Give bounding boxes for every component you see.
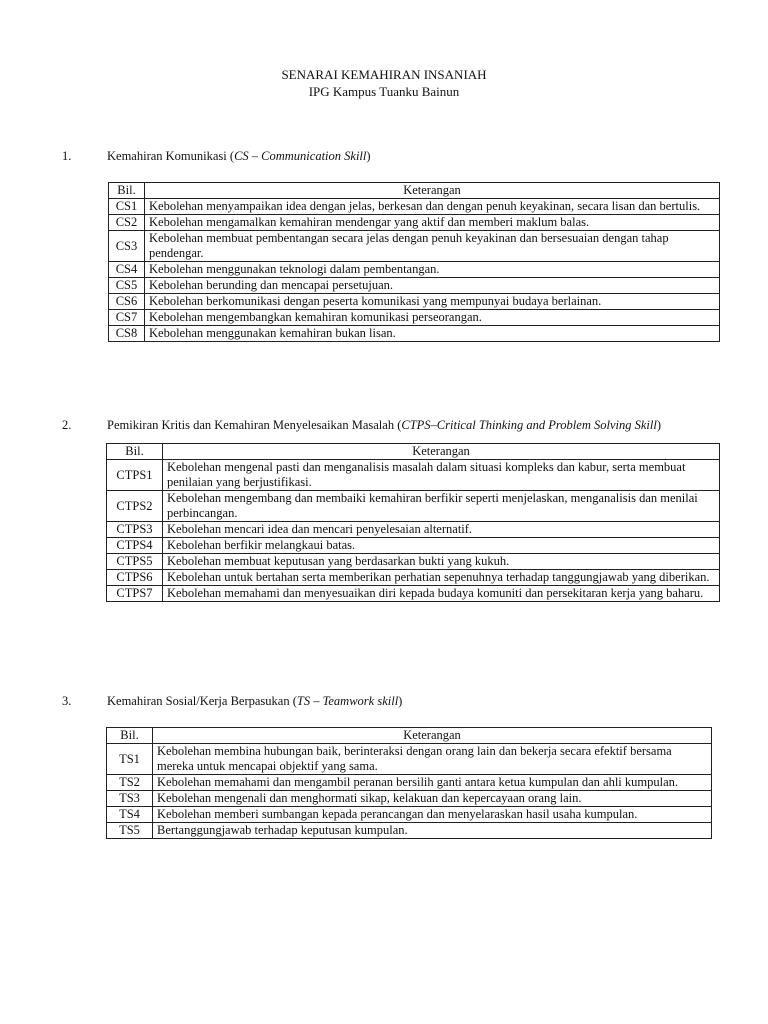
skill-description: Kebolehan membina hubungan baik, berinteraksi dengan orang lain dan bekerja secara efektif bersama mereka untuk mencapai objektif yang sama. [153,744,712,775]
table-row [107,538,720,554]
skill-code: CTPS1 [107,460,163,491]
section-title-plain: Pemikiran Kritis dan Kemahiran Menyelesaikan Masalah ( [107,418,402,432]
column-header-keterangan: Keterangan [145,183,720,199]
skill-description: Kebolehan menyampaikan idea dengan jelas, berkesan dan dengan penuh keyakinan, secara lisan dan bertulis. [145,199,720,215]
section-number: 3. [62,694,72,708]
table-body [109,199,720,342]
skill-code: CS2 [109,215,145,231]
skill-description: Bertanggungjawab terhadap keputusan kumpulan. [153,823,712,839]
skill-description: Kebolehan mencari idea dan mencari penyelesaian alternatif. [163,522,720,538]
table-row [109,326,720,342]
skill-description: Kebolehan berunding dan mencapai persetujuan. [145,278,720,294]
table-row [107,460,720,491]
document-subtitle: IPG Kampus Tuanku Bainun [308,84,460,99]
section-title-plain: Kemahiran Sosial/Kerja Berpasukan ( [107,694,297,708]
skill-code: CTPS5 [107,554,163,570]
skill-description: Kebolehan memberi sumbangan kepada perancangan dan menyelaraskan hasil usaha kumpulan. [153,807,712,823]
table-row [107,807,712,823]
table-row [109,215,720,231]
table-row [107,791,712,807]
skill-code: CTPS4 [107,538,163,554]
column-header-bil: Bil. [109,183,145,199]
skill-code: TS3 [107,791,153,807]
skill-code: CS6 [109,294,145,310]
section-title-italic: –Critical Thinking and Problem Solving Skill [430,418,657,432]
section-title-close: ) [656,418,661,432]
table-row [107,823,712,839]
section-heading-ctps [62,417,742,433]
skill-code: TS5 [107,823,153,839]
skill-description: Kebolehan mengenali dan menghormati sikap, kelakuan dan kepercayaan orang lain. [153,791,712,807]
skill-code: CS5 [109,278,145,294]
column-header-keterangan: Keterangan [163,444,720,460]
column-header-bil: Bil. [107,444,163,460]
skill-code: CS4 [109,262,145,278]
skills-table-ctps [106,443,720,602]
table-row [109,278,720,294]
skill-description: Kebolehan mengenal pasti dan menganalisis masalah dalam situasi kompleks dan kabur, serta membuat penilaian yang berjustifikasi. [163,460,720,491]
skill-code: CS7 [109,310,145,326]
table-row [109,199,720,215]
table-row [109,310,720,326]
table-row [107,491,720,522]
section-title-code: CTPS [401,418,431,432]
skill-description: Kebolehan berkomunikasi dengan peserta komunikasi yang mempunyai budaya berlainan. [145,294,720,310]
skill-code: CTPS6 [107,570,163,586]
table-header-row [107,728,712,744]
table-row [109,231,720,262]
skill-description: Kebolehan membuat keputusan yang berdasarkan bukti yang kukuh. [163,554,720,570]
skill-description: Kebolehan menggunakan teknologi dalam pembentangan. [145,262,720,278]
table-row [107,744,712,775]
section-number: 1. [62,149,72,163]
section-heading-ts [62,693,742,709]
document-header [0,66,768,100]
skill-code: CTPS7 [107,586,163,602]
skill-description: Kebolehan membuat pembentangan secara jelas dengan penuh keyakinan dan bersesuaian dengan tahap pendengar. [145,231,720,262]
table-header-row [107,444,720,460]
section-title-plain: Kemahiran Komunikasi ( [107,149,235,163]
skill-code: TS1 [107,744,153,775]
section-heading-cs [62,148,742,164]
column-header-keterangan: Keterangan [153,728,712,744]
table-body [107,744,712,839]
table-row [107,775,712,791]
section-title-code: TS [296,694,311,708]
table-row [107,586,720,602]
section-title-code: CS [234,149,249,163]
skill-code: TS4 [107,807,153,823]
section-title-close: ) [398,694,403,708]
skill-description: Kebolehan menggunakan kemahiran bukan lisan. [145,326,720,342]
skill-code: CS8 [109,326,145,342]
table-body [107,460,720,602]
column-header-bil: Bil. [107,728,153,744]
table-row [107,522,720,538]
skill-code: CTPS3 [107,522,163,538]
skill-code: TS2 [107,775,153,791]
skill-description: Kebolehan mengembang dan membaiki kemahiran berfikir seperti menjelaskan, menganalisis dan menilai perbincangan. [163,491,720,522]
skills-table-ts [106,727,712,839]
table-header-row [109,183,720,199]
skills-table-cs [108,182,720,342]
section-title-italic: – Communication Skill [248,149,367,163]
section-title-close: ) [366,149,371,163]
skill-description: Kebolehan memahami dan menyesuaikan diri kepada budaya komuniti dan persekitaran kerja yang baharu. [163,586,720,602]
skill-code: CS1 [109,199,145,215]
table-row [109,294,720,310]
skill-code: CS3 [109,231,145,262]
section-title-italic: – Teamwork skill [310,694,399,708]
skill-description: Kebolehan untuk bertahan serta memberikan perhatian sepenuhnya terhadap tanggungjawab yang diberikan. [163,570,720,586]
document-title: SENARAI KEMAHIRAN INSANIAH [281,67,487,82]
skill-code: CTPS2 [107,491,163,522]
table-row [107,554,720,570]
table-row [109,262,720,278]
section-number: 2. [62,418,72,432]
table-row [107,570,720,586]
skill-description: Kebolehan berfikir melangkaui batas. [163,538,720,554]
skill-description: Kebolehan mengamalkan kemahiran mendengar yang aktif dan memberi maklum balas. [145,215,720,231]
skill-description: Kebolehan mengembangkan kemahiran komunikasi perseorangan. [145,310,720,326]
skill-description: Kebolehan memahami dan mengambil peranan bersilih ganti antara ketua kumpulan dan ahli kumpulan. [153,775,712,791]
